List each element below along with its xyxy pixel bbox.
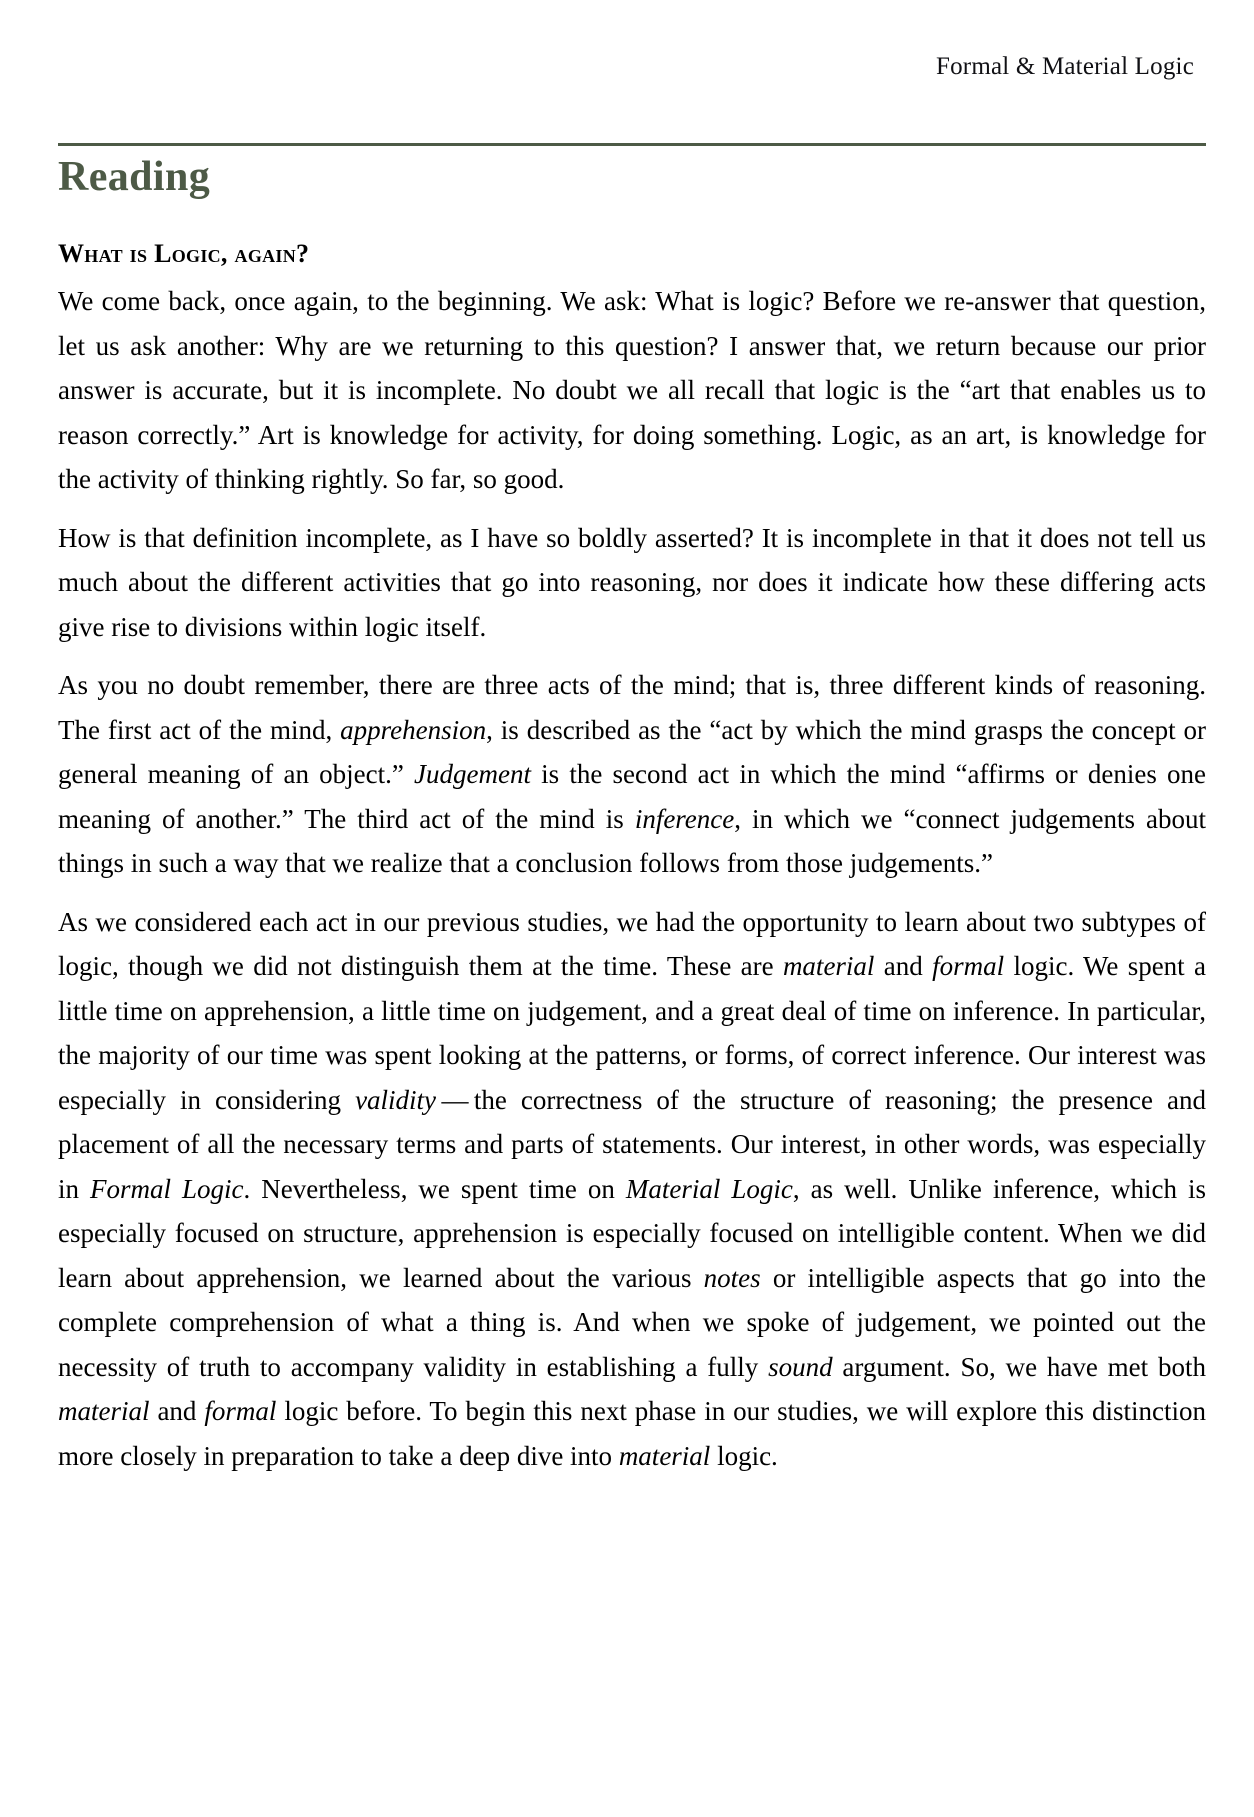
running-header: Formal & Material Logic — [935, 53, 1194, 80]
emphasis-term: Judgement — [414, 759, 531, 790]
emphasis-term: formal — [932, 951, 1005, 982]
subheading: What is Logic, again? — [58, 239, 310, 268]
body-paragraph: As we considered each act in our previous studies, we had the opportunity to learn about two subtypes of logic, though we did not distinguish them at the time. These are material and formal logic. We spent a little time on apprehension, a little time on judgement, and a great deal of time on inference. In particular, the majority of our time was spent looking at the patterns, or forms, of correct inference. Our interest was especially in considering validity — the correctness of the structure of reasoning; the presence and placement of all the necessary terms and parts of statements. Our interest, in other words, was especially in Formal Logic. Nevertheless, we spent time on Material Logic, as well. Unlike inference, which is especially focused on structure, apprehension is especially focused on intelligible content. When we did learn about apprehension, we learned about the various notes or intelligible aspects that go into the complete comprehension of what a thing is. And when we spoke of judgement, we pointed out the necessity of truth to accompany validity in establishing a fully sound argument. So, we have met both material and formal logic before. To begin this next phase in our studies, we will explore this distinction more closely in preparation to take a deep dive into material logic. — [58, 906, 1207, 1471]
reading-body — [58, 238, 1206, 1478]
body-paragraph: We come back, once again, to the beginning. We ask: What is logic? Before we re-answer that question, let us ask another: Why are we returning to this question? I answer that, we return because our prior answer is accurate, but it is incomplete. No doubt we all recall that logic is the “art that enables us to reason correctly.” Art is knowledge for activity, for doing something. Logic, as an art, is knowledge for the activity of thinking rightly. So far, so good. — [58, 286, 1206, 495]
emphasis-term: Material Logic — [625, 1173, 793, 1204]
emphasis-term: sound — [768, 1351, 833, 1382]
section-heading-block — [58, 143, 1206, 201]
emphasis-term: material — [618, 1440, 711, 1471]
emphasis-term: apprehension — [340, 714, 487, 745]
emphasis-term: material — [58, 1396, 150, 1427]
emphasis-term: inference — [634, 803, 735, 834]
emphasis-term: material — [782, 951, 875, 982]
page-title: Reading — [58, 154, 211, 200]
emphasis-term: validity — [355, 1084, 437, 1115]
section-divider-rule — [58, 143, 1206, 146]
body-paragraph: As you no doubt remember, there are three acts of the mind; that is, three different kinds of reasoning. The first act of the mind, apprehension, is described as the “act by which the mind grasps the concept or general meaning of an object.” Judgement is the second act in which the mind “affirms or denies one meaning of another.” The third act of the mind is inference, in which we “connect judgements about things in such a way that we realize that a conclusion follows from those judgements.” — [58, 670, 1207, 879]
emphasis-term: formal — [204, 1396, 277, 1427]
emphasis-term: notes — [703, 1262, 761, 1293]
body-paragraph: How is that definition incomplete, as I have so boldly asserted? It is incomplete in that it does not tell us much about the different activities that go into reasoning, nor does it indicate how these differing acts give rise to divisions within logic itself. — [58, 522, 1206, 642]
paragraph-list — [58, 279, 1206, 1478]
emphasis-term: Formal Logic — [90, 1173, 244, 1204]
